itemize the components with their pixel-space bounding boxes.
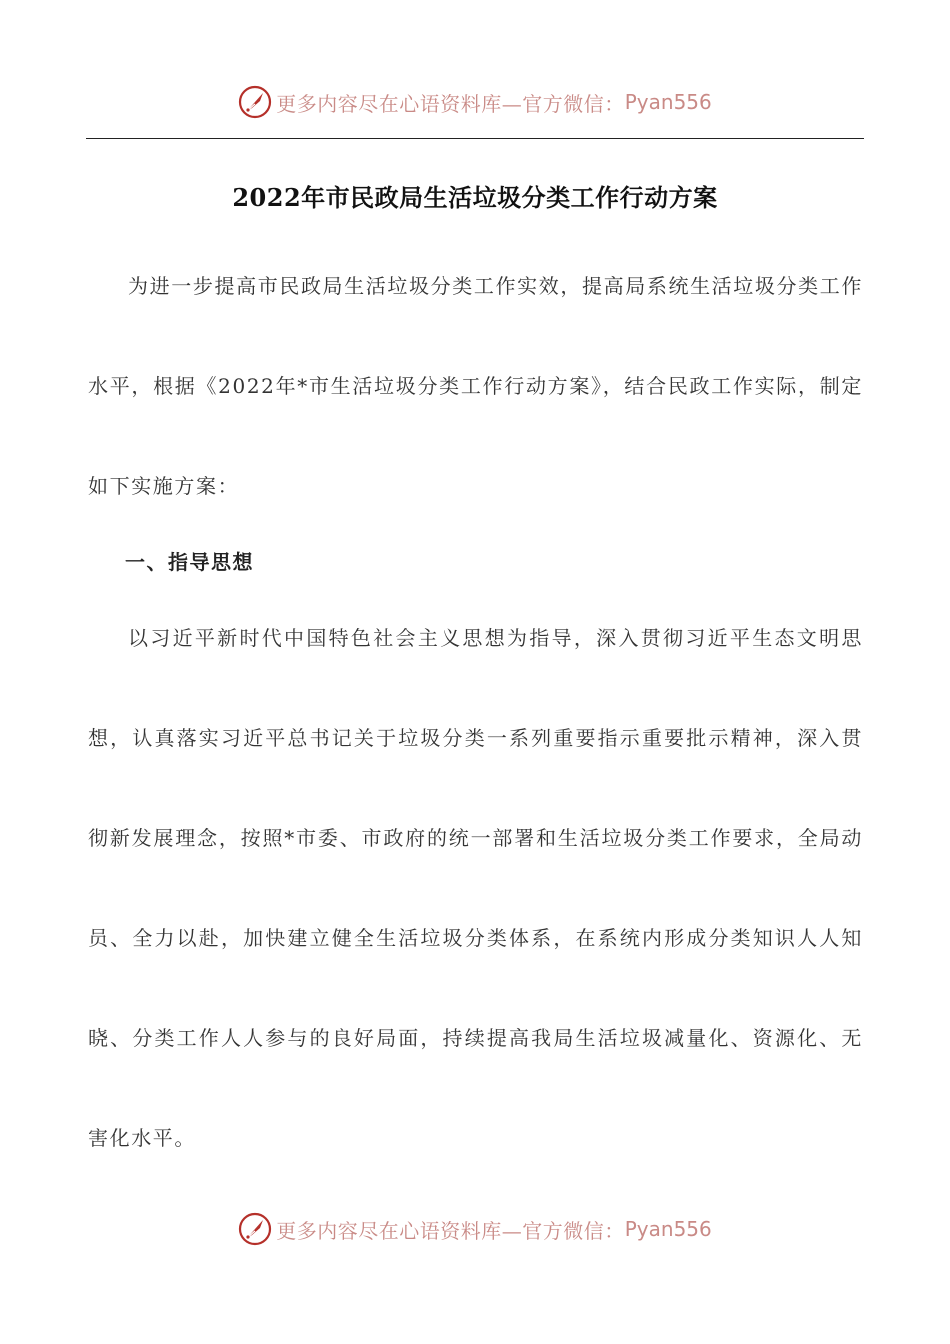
footer-watermark	[0, 1209, 950, 1249]
document-title: 2022年市民政局生活垃圾分类工作行动方案	[232, 183, 718, 212]
watermark-text: 更多内容尽在心语资料库—官方微信：	[276, 91, 625, 116]
watermark-wechat-id: Pyan556	[624, 90, 712, 114]
intro-paragraph: 为进一步提高市民政局生活垃圾分类工作实效，提高局系统生活垃圾分类工作水平，根据《2022年*市生活垃圾分类工作行动方案》，结合民政工作实际，制定如下实施方案：	[88, 274, 863, 498]
header-watermark	[0, 82, 950, 122]
section-body-paragraph: 以习近平新时代中国特色社会主义思想为指导，深入贯彻习近平生态文明思想，认真落实习近平总书记关于垃圾分类一系列重要指示重要批示精神，深入贯彻新发展理念，按照*市委、市政府的统一部署和生活垃圾分类工作要求，全局动员、全力以赴，加快建立健全生活垃圾分类体系，在系统内形成分类知识人人知晓、分类工作人人参与的良好局面，持续提高我局生活垃圾减量化、资源化、无害化水平。	[88, 626, 863, 1150]
quill-logo-icon	[238, 1212, 272, 1246]
section-heading-guiding-ideology: 一、指导思想	[125, 550, 254, 574]
header-divider	[86, 138, 864, 139]
watermark-wechat-id: Pyan556	[624, 1217, 712, 1241]
watermark-text: 更多内容尽在心语资料库—官方微信：	[276, 1218, 625, 1243]
quill-logo-icon	[238, 85, 272, 119]
